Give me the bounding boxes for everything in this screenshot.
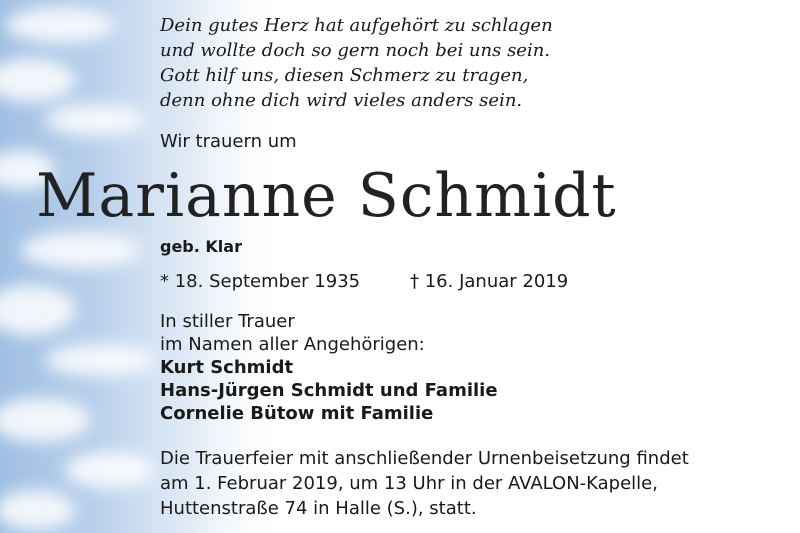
poem-line: Gott hilf uns, diesen Schmerz zu tragen, (160, 65, 529, 86)
life-dates (160, 270, 569, 294)
birth-date: * 18. September 1935 (160, 271, 361, 292)
funeral-line: Die Trauerfeier mit anschließender Urnenbeisetzung findet (160, 448, 689, 469)
mourner-name: Kurt Schmidt (160, 357, 294, 378)
mourner-name: Cornelie Bütow mit Familie (160, 403, 434, 424)
poem-line: und wollte doch so gern noch bei uns sein. (160, 40, 551, 61)
mourners-block (160, 310, 498, 425)
death-date: † 16. Januar 2019 (410, 271, 569, 292)
poem (160, 13, 553, 113)
funeral-line: Huttenstraße 74 in Halle (S.), statt. (160, 498, 477, 519)
mourner-name: Hans-Jürgen Schmidt und Familie (160, 380, 498, 401)
poem-line: Dein gutes Herz hat aufgehört zu schlagen (160, 15, 553, 36)
mourning-line: In stiller Trauer (160, 311, 295, 332)
maiden-name: geb. Klar (160, 237, 242, 256)
funeral-line: am 1. Februar 2019, um 13 Uhr in der AVALON-Kapelle, (160, 473, 658, 494)
deceased-name: Marianne Schmidt (36, 161, 617, 231)
funeral-info (160, 446, 689, 521)
mourning-line: im Namen aller Angehörigen: (160, 334, 425, 355)
poem-line: denn ohne dich wird vieles anders sein. (160, 90, 523, 111)
intro-text: Wir trauern um (160, 131, 297, 152)
